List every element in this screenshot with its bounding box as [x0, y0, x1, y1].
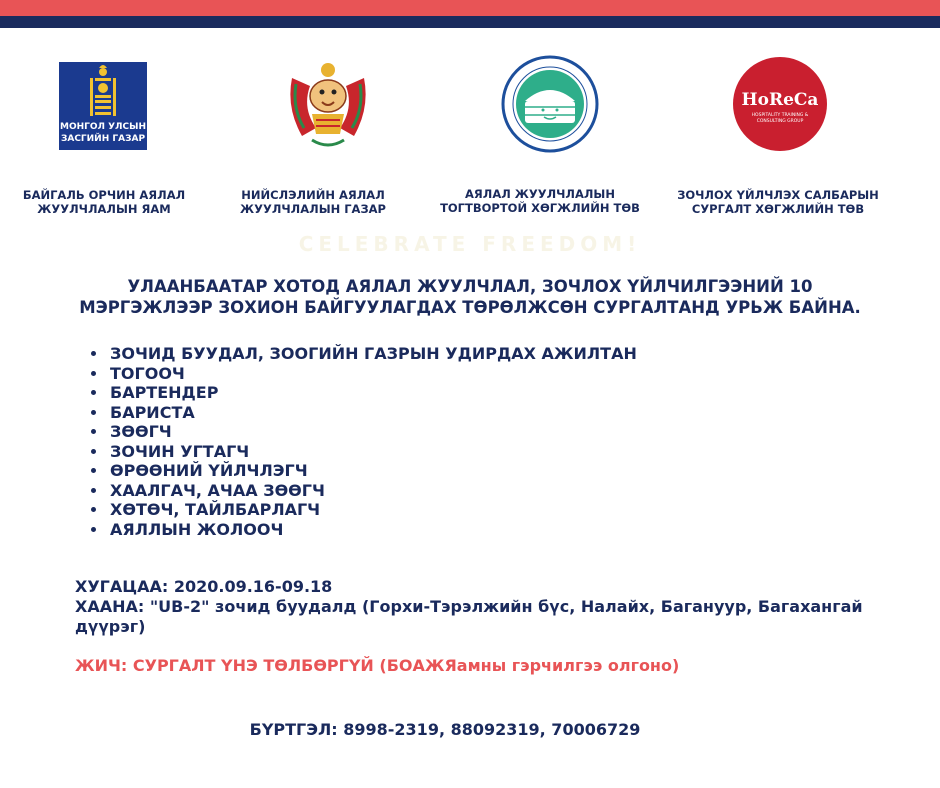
note-text: ЖИЧ: СУРГАЛТ ҮНЭ ТӨЛБӨРГҮЙ (БОАЖЯамны гэрчилгээ олгоно) [75, 656, 680, 675]
government-logo [59, 62, 147, 150]
caption-sustainable-center-line2: ТОГТВОРТОЙ ХӨГЖЛИЙН ТӨВ [440, 201, 640, 215]
garuda-emblem-icon [282, 58, 374, 154]
caption-city-tourism-line2: ЖУУЛЧЛАЛЫН ГАЗАР [240, 202, 386, 216]
government-logo-line2: ЗАСГИЙН ГАЗАР [60, 134, 146, 144]
horeca-subtitle: HOSPITALITY TRAINING & CONSULTING GROUP [751, 113, 809, 124]
soyombo-icon [59, 62, 147, 124]
city-emblem-logo [282, 58, 374, 154]
top-navy-bar [0, 16, 940, 28]
job-item: • БАРИСТА [108, 403, 637, 423]
job-item: • БАРТЕНДЕР [108, 383, 637, 403]
caption-ministry [4, 188, 204, 216]
caption-ministry-line2: ЖУУЛЧЛАЛЫН ЯАМ [37, 202, 171, 216]
caption-sustainable-center-line1: АЯЛАЛ ЖУУЛЧЛАЛЫН [465, 187, 615, 201]
tourism-center-logo [501, 55, 599, 153]
job-item: • ЗӨӨГЧ [108, 422, 637, 442]
location-line1: ХААНА: "UB-2" зочид буудалд (Горхи-Тэрэлжийн бүс, Налайх, Багануур, Багахангай [75, 597, 863, 616]
location-line2: дүүрэг) [75, 617, 146, 636]
caption-horeca-center [668, 188, 888, 216]
registration-text: БҮРТГЭЛ: 8998-2319, 88092319, 70006729 [249, 720, 641, 739]
job-item: • ХӨТӨЧ, ТАЙЛБАРЛАГЧ [108, 500, 637, 520]
job-item: • ӨРӨӨНИЙ ҮЙЛЧЛЭГЧ [108, 461, 637, 481]
caption-city-tourism-line1: НИЙСЛЭЛИЙН АЯЛАЛ [241, 188, 385, 202]
job-item: • ХААЛГАЧ, АЧАА ЗӨӨГЧ [108, 481, 637, 501]
caption-sustainable-center [440, 187, 640, 215]
horeca-title: HoReCa [741, 90, 819, 110]
caption-horeca-center-line2: СУРГАЛТ ХӨГЖЛИЙН ТӨВ [691, 202, 865, 216]
job-item: • ТОГООЧ [108, 364, 637, 384]
job-item: • ЗОЧИД БУУДАЛ, ЗООГИЙН ГАЗРЫН УДИРДАХ АЖИЛТАН [108, 344, 637, 364]
job-list [88, 344, 637, 539]
caption-city-tourism [213, 188, 413, 216]
headline [30, 276, 910, 318]
caption-horeca-center-line1: ЗОЧЛОХ ҮЙЛЧЛЭХ САЛБАРЫН [677, 188, 879, 202]
ger-icon [501, 55, 599, 153]
caption-ministry-line1: БАЙГАЛЬ ОРЧИН АЯЛАЛ [22, 188, 186, 202]
background-watermark: CELEBRATE FREEDOM! [298, 232, 642, 256]
horeca-logo [733, 57, 827, 151]
headline-line2: МЭРГЭЖЛЭЭР ЗОХИОН БАЙГУУЛАГДАХ ТӨРӨЛЖСӨН СУРГАЛТАНД УРЬЖ БАЙНА. [79, 298, 861, 317]
job-item: • ЗОЧИН УГТАГЧ [108, 442, 637, 462]
top-red-bar [0, 0, 940, 16]
headline-line1: УЛААНБААТАР ХОТОД АЯЛАЛ ЖУУЛЧЛАЛ, ЗОЧЛОХ ҮЙЛЧИЛГЭЭНИЙ 10 [127, 277, 813, 296]
duration-text: ХУГАЦАА: 2020.09.16-09.18 [75, 577, 333, 596]
job-item: • АЯЛЛЫН ЖОЛООЧ [108, 520, 637, 540]
government-logo-line1: МОНГОЛ УЛСЫН [59, 122, 146, 132]
